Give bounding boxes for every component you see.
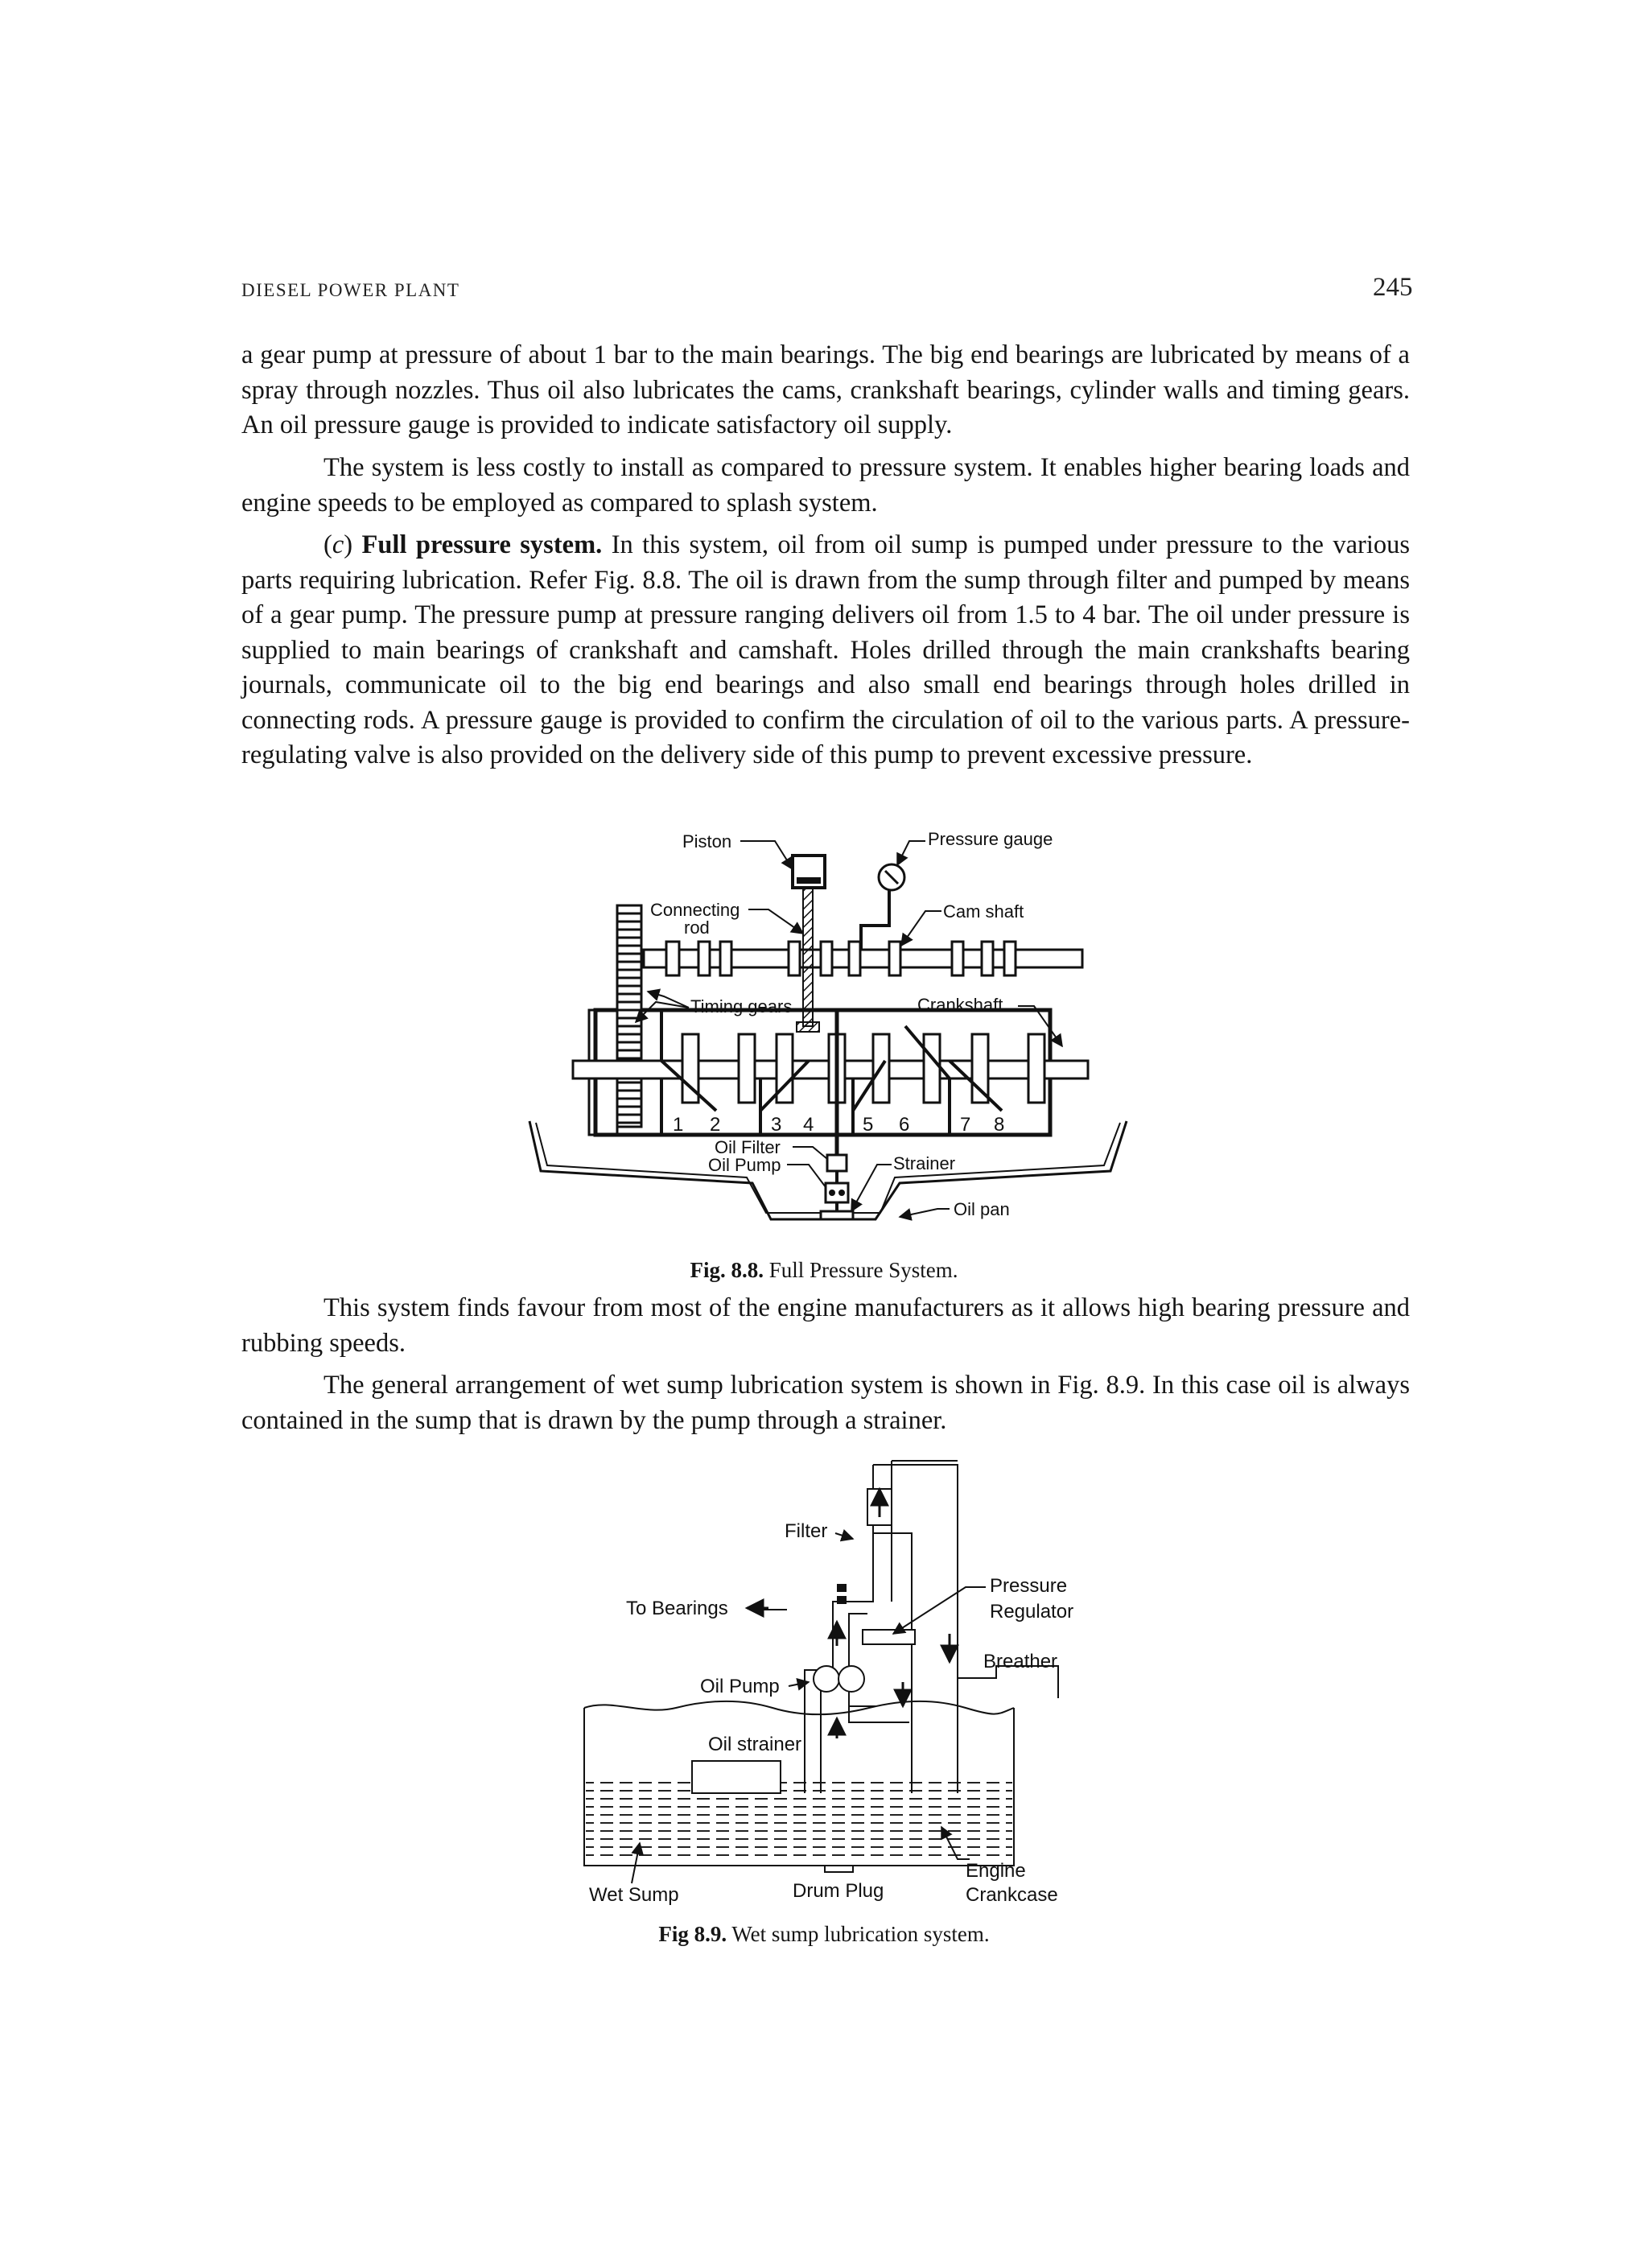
- label-filter: Filter: [785, 1520, 828, 1542]
- label-engine: Engine: [966, 1860, 1026, 1882]
- drum-plug: [825, 1866, 853, 1872]
- label-connecting-rod-1: Connecting: [650, 900, 740, 920]
- paragraph-3: (c) Full pressure system. In this system, oil from oil sump is pumped under pressure to the various parts requiring lubrication. Refer Fig. 8.8. The oil is drawn from the sump through filter and pumped by means of a gear pump. The pressure pump at pressure ranging delivers oil from 1.5 to 4 bar. The oil under pressure is supplied to main bearings of crankshaft and camshaft. Holes drilled through the main crankshafts bearing journals, communicate oil to the big end bearings and also small end bearings through holes drilled in connecting rods. A pressure gauge is provided to confirm the circulation of oil to the various parts. A pressure-regulating valve is also provided on the delivery side of this pump to prevent excessive pressure.: [241, 530, 1411, 769]
- svg-text:5: 5: [863, 1114, 874, 1136]
- svg-text:7: 7: [960, 1114, 971, 1136]
- timing-gear: [617, 905, 641, 1127]
- label-oil-pump: Oil Pump: [700, 1676, 780, 1697]
- label-crankcase: Crankcase: [966, 1884, 1058, 1906]
- oil-pump-gear-right: [838, 1666, 864, 1692]
- label-pressure: Pressure: [990, 1575, 1068, 1597]
- strainer: [821, 1211, 853, 1219]
- oil-in-sump: [586, 1779, 1012, 1862]
- figure-wet-sump: [584, 1461, 1073, 1906]
- label-regulator: Regulator: [990, 1601, 1074, 1623]
- figure-8-8-caption: Fig. 8.8. Full Pressure System.: [690, 1258, 958, 1282]
- svg-text:1: 1: [673, 1114, 684, 1136]
- figure-8-9-caption: Fig 8.9. Wet sump lubrication system.: [658, 1922, 990, 1946]
- connecting-rod: [803, 888, 813, 1026]
- svg-text:6: 6: [899, 1114, 910, 1136]
- label-crankshaft: Crankshaft: [917, 995, 1003, 1015]
- running-head: DIESEL POWER PLANT: [241, 280, 460, 300]
- label-wet-sump: Wet Sump: [589, 1884, 679, 1906]
- label-timing-gears: Timing gears: [690, 996, 793, 1016]
- section-label: c: [332, 530, 344, 559]
- label-oil-pump: Oil Pump: [708, 1155, 781, 1175]
- label-to-bearings: To Bearings: [626, 1598, 728, 1619]
- label-cam-shaft: Cam shaft: [943, 901, 1024, 922]
- oil-filter: [827, 1155, 847, 1171]
- label-oil-filter: Oil Filter: [715, 1137, 781, 1157]
- paragraph-4: This system finds favour from most of the engine manufacturers as it allows high bearing pressure and rubbing speeds.: [241, 1293, 1410, 1358]
- oil-pump-gear-left: [814, 1666, 839, 1692]
- label-piston: Piston: [682, 831, 732, 852]
- pressure-regulator: [863, 1630, 915, 1644]
- paragraph-1: a gear pump at pressure of about 1 bar to the main bearings. The big end bearings are lubricated by means of a spray through nozzles. Thus oil also lubricates the cams, crankshaft bearings, cylinder walls and timing gears. An oil pressure gauge is provided to indicate satisfactory oil supply.: [241, 340, 1410, 439]
- label-pressure-gauge: Pressure gauge: [928, 829, 1053, 849]
- svg-text:2: 2: [710, 1114, 721, 1136]
- svg-text:8: 8: [994, 1114, 1005, 1136]
- svg-text:4: 4: [803, 1114, 814, 1136]
- label-connecting-rod-2: rod: [684, 918, 710, 938]
- section-heading: Full pressure system.: [361, 530, 603, 559]
- paragraph-5: The general arrangement of wet sump lubrication system is shown in Fig. 8.9. In this case oil is always contained in the sump that is drawn by the pump through a strainer.: [241, 1371, 1410, 1435]
- label-drum-plug: Drum Plug: [793, 1880, 884, 1902]
- svg-text:3: 3: [771, 1114, 782, 1136]
- oil-strainer-body: [692, 1761, 781, 1793]
- label-breather: Breather: [983, 1651, 1058, 1672]
- label-oil-strainer: Oil strainer: [708, 1734, 802, 1755]
- paragraph-3-body: In this system, oil from oil sump is pumped under pressure to the various parts requiring lubrication. Refer Fig. 8.8. The oil is drawn from the sump through filter and pumped by means of a gear pump. The pressure pump at pressure ranging delivers oil from 1.5 to 4 bar. The oil under pressure is supplied to main bearings of crankshaft and camshaft. Holes drilled through the main crankshafts bearing journals, communicate oil to the big end bearings and also small end bearings through holes drilled in connecting rods. A pressure gauge is provided to confirm the circulation of oil to the various parts. A pressure-regulating valve is also provided on the delivery side of this pump to prevent excessive pressure.: [241, 530, 1411, 769]
- label-strainer: Strainer: [893, 1153, 956, 1173]
- label-oil-pan: Oil pan: [954, 1199, 1010, 1219]
- paragraph-2: The system is less costly to install as compared to pressure system. It enables higher bearing loads and engine speeds to be employed as compared to splash system.: [241, 453, 1410, 518]
- page-number: 245: [1373, 273, 1413, 302]
